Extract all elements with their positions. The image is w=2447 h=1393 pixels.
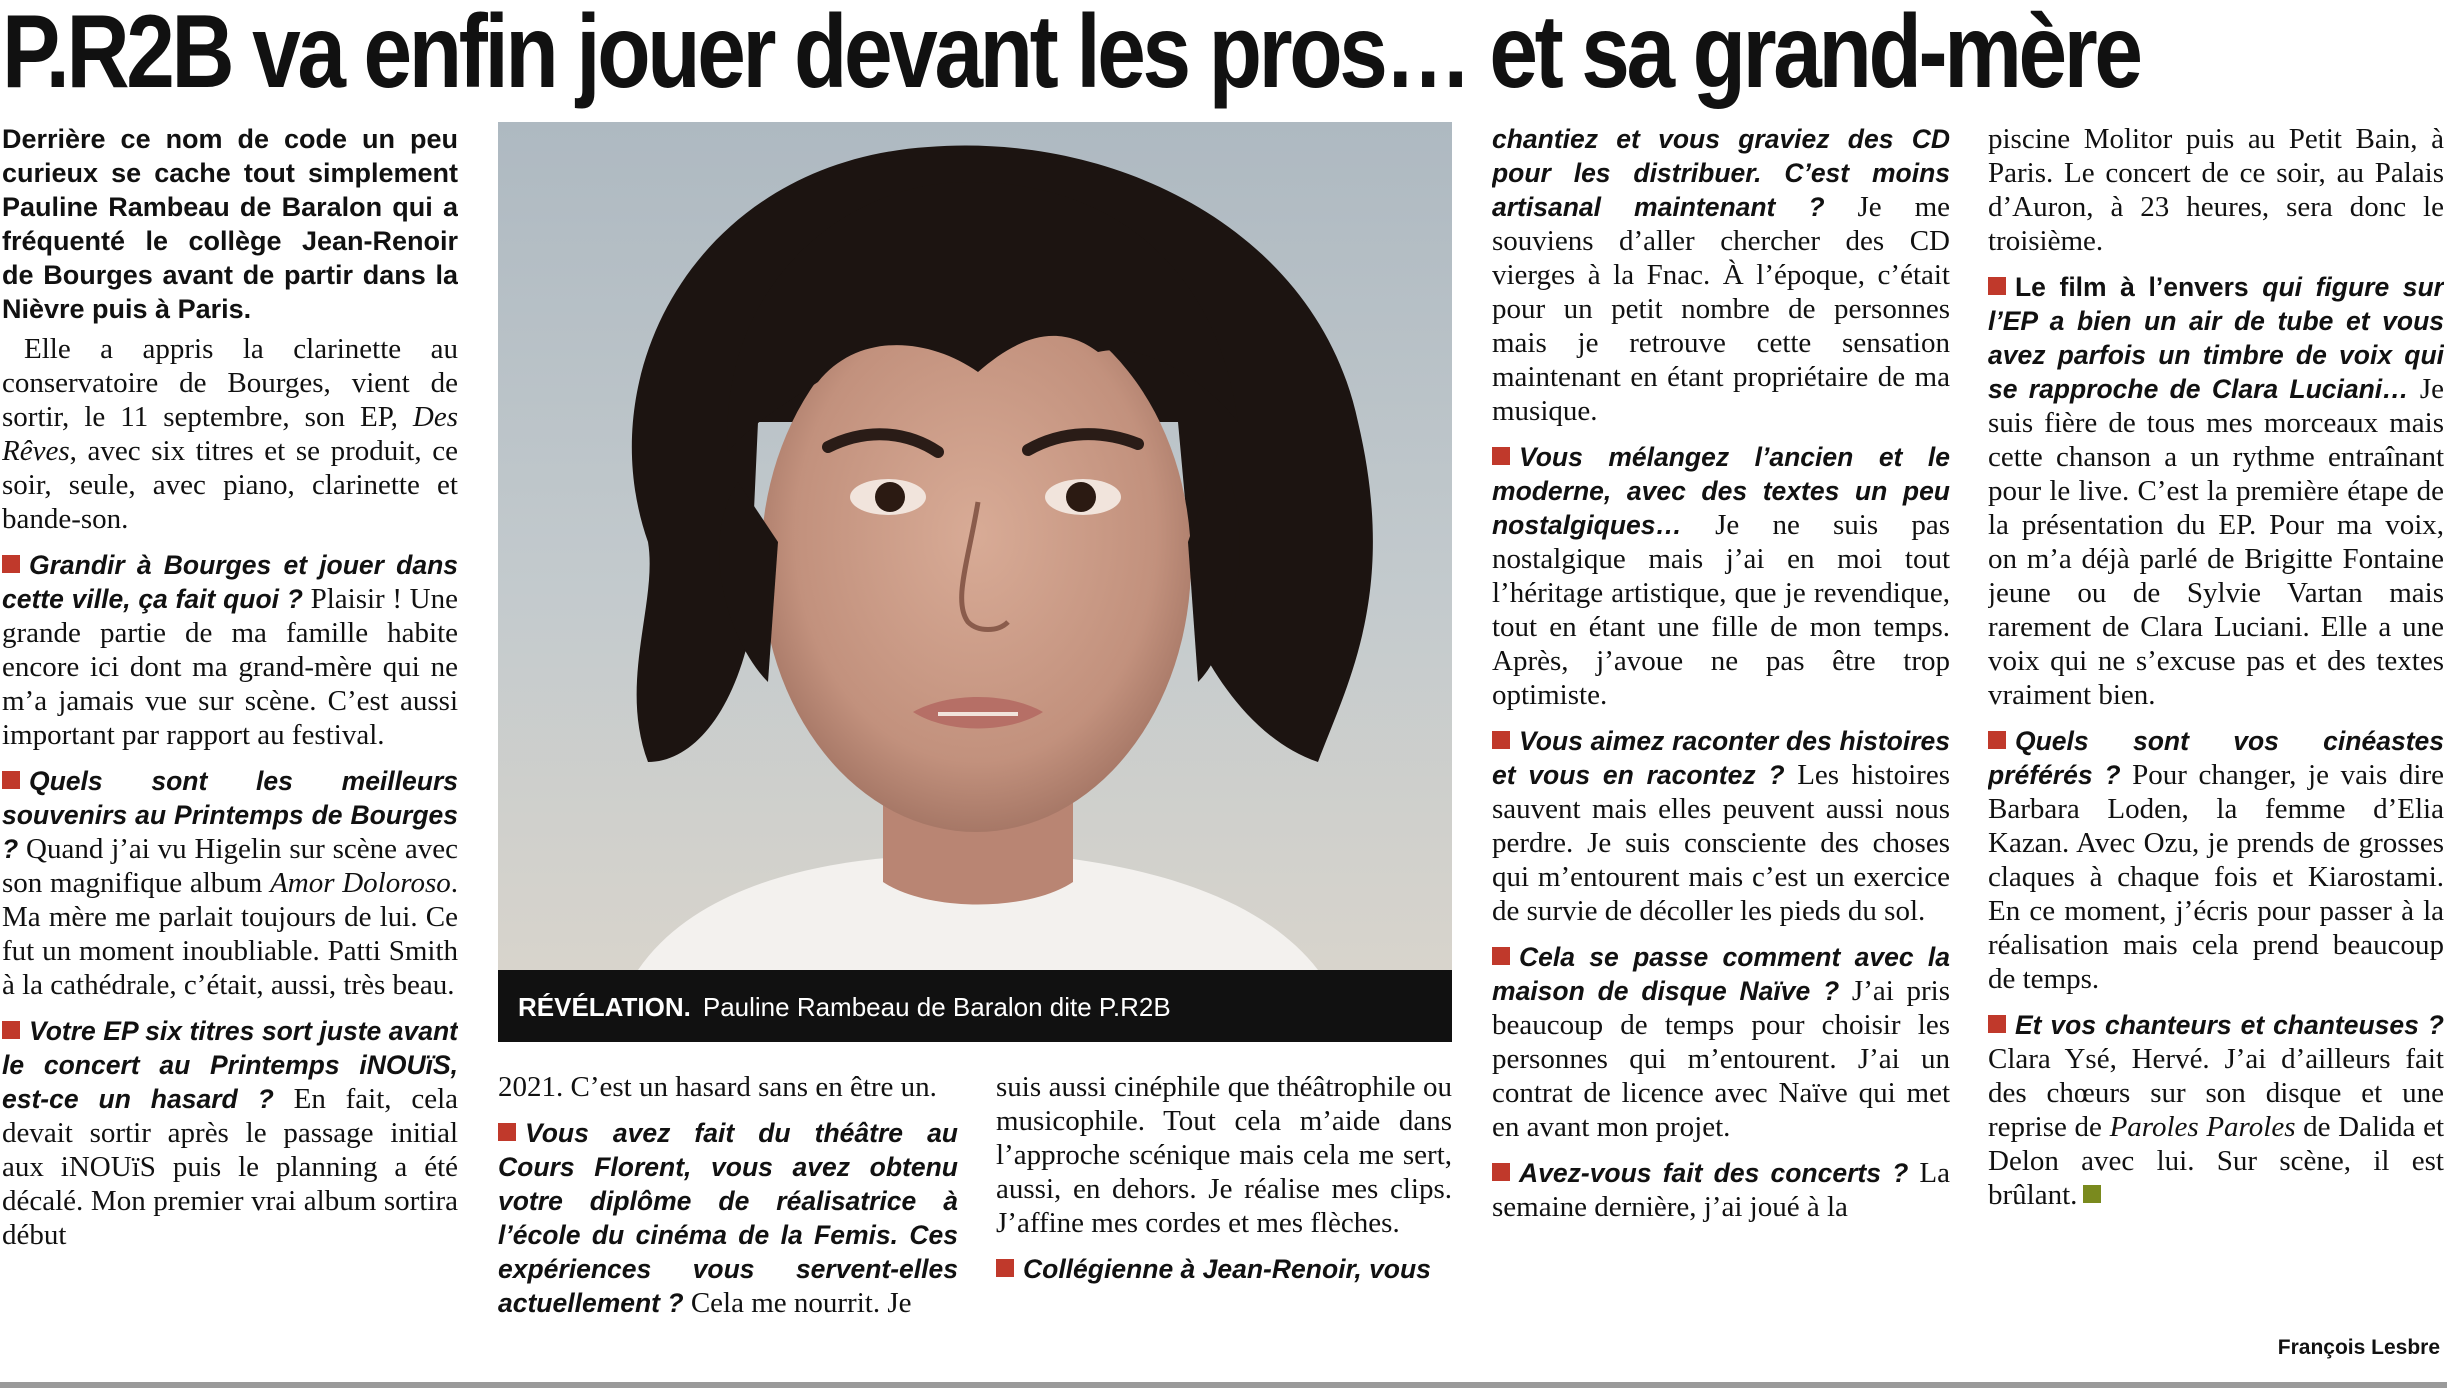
answer: Je me souviens d’aller chercher des CD vierges à la Fnac. À l’époque, c’était pour un petit nombre de personnes mais je retrouve cette sensation maintenant en étant propriétaire de ma musique.	[1492, 191, 1950, 427]
answer: J’ai pris beaucoup de temps pour choisir les personnes qui m’entourent. J’ai un contrat de licence avec Naïve qui met en avant mon projet.	[1492, 975, 1950, 1143]
question: Avez-vous fait des concerts ?	[1519, 1158, 1909, 1188]
answer: Pour changer, je vais dire Barbara Loden, la femme d’Elia Kazan. Avec Ozu, je prends de grosses claques à chaque fois et Kiarostami. En ce moment, j’écris pour passer à la réalisation mais cela prend beaucoup de temps.	[1988, 759, 2444, 995]
qa-block	[1492, 724, 1950, 928]
article-column-1	[2, 122, 458, 1380]
article-column-2	[498, 1070, 958, 1380]
article-column-5	[1988, 122, 2444, 1334]
qa-block	[996, 1252, 1452, 1286]
qa-block	[1492, 940, 1950, 1144]
answer: Je ne suis pas nostalgique mais j’ai en moi tout l’héritage artistique, que je revendique, tout en étant une fille de mon temps. Après, j’avoue ne pas être trop optimiste.	[1492, 509, 1950, 711]
question: Votre EP six titres sort juste avant le concert au Printemps iNOUïS, est-ce un hasard ?	[2, 1016, 458, 1114]
bullet-square-icon	[498, 1123, 516, 1141]
question: qui figure sur l’EP a bien un air de tube et vous avez parfois un timbre de voix qui se rapproche de Clara Luciani…	[1988, 272, 2444, 404]
question: Quels sont les meilleurs souvenirs au Printemps de Bourges ?	[2, 766, 458, 864]
end-of-article-icon	[2083, 1185, 2101, 1203]
song-title: Paroles Paroles	[2109, 1111, 2296, 1143]
portrait-illustration	[498, 122, 1452, 970]
qa-block: Et vos chanteurs et chanteuses ? Clara Ysé, Hervé. J’ai d’ailleurs fait des chœurs sur son disque et une reprise de Paroles Paroles de Dalida et Delon avec lui. Sur scène, il est brûlant.	[1988, 1010, 2444, 1211]
song-title: Le film à l’envers	[2015, 272, 2249, 302]
answer: Les histoires sauvent mais elles peuvent aussi nous perdre. Je suis consciente des choses qui m’entourent mais c’est un exercice de survie de décoller les pieds du sol.	[1492, 759, 1950, 927]
bullet-square-icon	[1492, 947, 1510, 965]
continued-text: 2021. C’est un hasard sans en être un.	[498, 1071, 937, 1103]
qa-block	[498, 1116, 958, 1320]
question: Cela se passe comment avec la maison de disque Naïve ?	[1492, 942, 1950, 1006]
article-column-3	[996, 1070, 1452, 1380]
continued-text: suis aussi cinéphile que théâtrophile ou musicophile. Tout cela m’aide dans l’approche scénique mais cela me sert, aussi, en dehors. Je réalise mes clips. J’affine mes cordes et mes flèches.	[996, 1071, 1452, 1239]
bullet-square-icon	[1988, 731, 2006, 749]
answer: En fait, cela devait sortir après le passage initial aux iNOUïS puis le planning a été décalé. Mon premier vrai album sortira début	[2, 1083, 458, 1251]
album-title: Amor Doloroso	[270, 867, 451, 899]
answer: Je suis fière de tous mes morceaux mais cette chanson a un rythme entraînant pour le live. C’est la première étape de la présentation du EP. Pour ma voix, on m’a déjà parlé de Brigitte Fontaine jeune ou de Sylvie Vartan mais rarement de Clara Luciani. Elle a une voix qui ne s’excuse pas et des textes vraiment bien.	[1988, 373, 2444, 711]
question: chantiez et vous graviez des CD pour les distribuer. C’est moins artisanal maintenant ?	[1492, 124, 1950, 222]
ep-title: Des Rêves	[2, 401, 458, 467]
answer: Cela me nourrit. Je	[683, 1287, 912, 1319]
qa-block	[1988, 724, 2444, 996]
bullet-square-icon	[2, 555, 20, 573]
bullet-square-icon	[1988, 1015, 2006, 1033]
bullet-square-icon	[1492, 447, 1510, 465]
bullet-square-icon	[996, 1259, 1014, 1277]
caption-text: Pauline Rambeau de Baralon dite P.R2B	[702, 992, 1171, 1022]
bullet-square-icon	[1492, 1163, 1510, 1181]
bullet-square-icon	[2, 1021, 20, 1039]
continued-text: piscine Molitor puis au Petit Bain, à Paris. Le concert de ce soir, au Palais d’Auron, à 23 heures, sera donc le troisième.	[1988, 123, 2444, 257]
qa-block: Quels sont les meilleurs souvenirs au Printemps de Bourges ? Quand j’ai vu Higelin sur scène avec son magnifique album Amor Doloroso. Ma mère me parlait toujours de lui. Ce fut un moment inoubliable. Patti Smith à la cathédrale, c’était, aussi, très beau.	[2, 766, 458, 1001]
article-lead: Derrière ce nom de code un peu curieux se cache tout simplement Pauline Rambeau de Baralon qui a fréquenté le collège Jean-Renoir de Bourges avant de partir dans la Nièvre puis à Paris.	[2, 124, 458, 324]
bullet-square-icon	[1988, 277, 2006, 295]
bullet-square-icon	[2, 771, 20, 789]
question: Vous mélangez l’ancien et le moderne, avec des textes un peu nostalgiques…	[1492, 442, 1950, 540]
question: Vous aimez raconter des histoires et vous en racontez ?	[1492, 726, 1950, 790]
question: Quels sont vos cinéastes préférés ?	[1988, 726, 2444, 790]
qa-block	[1492, 1156, 1950, 1224]
question: Grandir à Bourges et jouer dans cette ville, ça fait quoi ?	[2, 550, 458, 614]
article-column-4	[1492, 122, 1950, 1380]
photo-block	[498, 122, 1452, 1042]
qa-block	[2, 548, 458, 752]
bottom-rule	[0, 1382, 2447, 1388]
question: Vous avez fait du théâtre au Cours Florent, vous avez obtenu votre diplôme de réalisatrice à l’école du cinéma de la Femis. Ces expériences vous servent-elles actuellement ?	[498, 1118, 958, 1318]
qa-block	[1492, 440, 1950, 712]
byline: François Lesbre	[2277, 1336, 2440, 1359]
answer: Plaisir ! Une grande partie de ma famille habite encore ici dont ma grand-mère qui ne m’a jamais vue sur scène. C’est aussi important par rapport au festival.	[2, 583, 458, 751]
answer: La semaine dernière, j’ai joué à la	[1492, 1157, 1950, 1223]
portrait-photo	[498, 122, 1452, 970]
headline: P.R2B va enfin jouer devant les pros… et sa grand-mère	[2, 0, 2140, 110]
question: Collégienne à Jean-Renoir, vous	[1023, 1254, 1431, 1284]
qa-block	[1492, 122, 1950, 428]
qa-block	[1988, 270, 2444, 712]
question: Et vos chanteurs et chanteuses ?	[2015, 1010, 2444, 1040]
photo-caption	[518, 972, 1438, 1042]
bullet-square-icon	[1492, 731, 1510, 749]
caption-label: RÉVÉLATION.	[518, 992, 691, 1022]
intro-paragraph: Elle a appris la clarinette au conservatoire de Bourges, vient de sortir, le 11 septembre, son EP, Des Rêves, avec six titres et se produit, ce soir, seule, avec piano, clarinette et bande-son.	[2, 333, 458, 535]
qa-block	[2, 1014, 458, 1252]
